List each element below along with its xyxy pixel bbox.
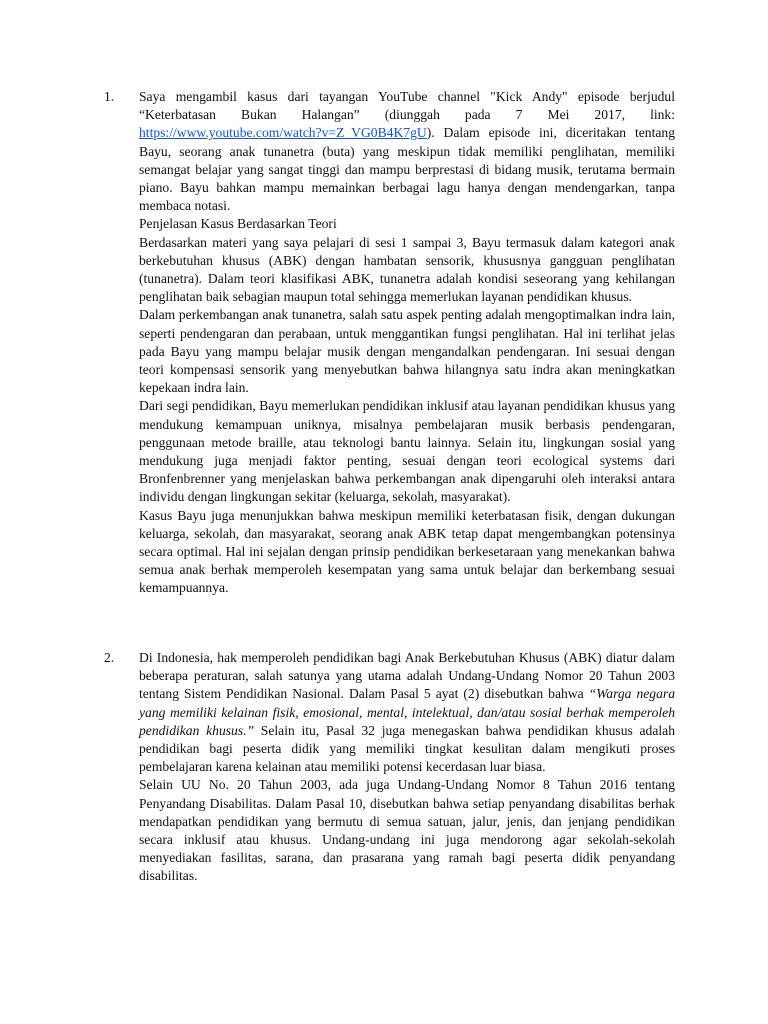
paragraph-text: ). Dalam episode ini, diceritakan tentang Bayu, seorang anak tunanetra (buta) yang meskipun tidak memiliki penglihatan, memiliki semangat belajar yang sangat tinggi dan mampu berprestasi di bidang musik, terutama bermain piano. Bayu bahkan mampu memainkan berbagai lagu hanya dengan mendengarkan, tanpa membaca notasi.	[139, 125, 675, 214]
paragraph-classification: Berdasarkan materi yang saya pelajari di sesi 1 sampai 3, Bayu termasuk dalam kategori anak berkebutuhan khusus (ABK) dengan hambatan sensorik, khususnya gangguan penglihatan (tunanetra). Dalam teori klasifikasi ABK, tunanetra adalah kondisi seseorang yang kehilangan penglihatan baik sebagian maupun total sehingga memerlukan layanan pendidikan khusus.	[139, 234, 675, 305]
section-heading: Penjelasan Kasus Berdasarkan Teori	[139, 216, 337, 232]
law-quote: “Warga negara yang memiliki kelainan fisik, emosional, mental, intelektual, dan/atau sosial berhak memperoleh pendidikan khusus.”	[139, 686, 675, 738]
paragraph-text: Selain itu, Pasal 32 juga menegaskan bahwa pendidikan khusus adalah pendidikan bagi peserta didik yang memiliki tingkat kesulitan dalam mengikuti proses pembelajaran karena kelainan atau memiliki potensi kecerdasan luar biasa.	[139, 722, 675, 775]
paragraph-uu-2003	[139, 649, 675, 776]
paragraph-text: Saya mengambil kasus dari tayangan YouTube channel "Kick Andy" episode berjudul “Keterbatasan Bukan Halangan” (diunggah pada 7 Mei 2017, link:	[139, 89, 675, 123]
list-number-2: 2.	[104, 650, 115, 665]
list-item-1	[104, 88, 675, 598]
paragraph-text: Di Indonesia, hak memperoleh pendidikan bagi Anak Berkebutuhan Khusus (ABK) diatur dalam beberapa peraturan, salah satunya yang utama adalah Undang-Undang Nomor 20 Tahun 2003 tentang Sistem Pendidikan Nasional. Dalam Pasal 5 ayat (2) disebutkan bahwa	[139, 650, 675, 702]
paragraph-conclusion: Kasus Bayu juga menunjukkan bahwa meskipun memiliki keterbatasan fisik, dengan dukungan keluarga, sekolah, dan masyarakat, seorang anak ABK tetap dapat mengembangkan potensinya secara optimal. Hal ini sejalan dengan prinsip pendidikan berkesetaraan yang menekankan bahwa semua anak berhak memperoleh kesempatan yang sama untuk belajar dan berkembang sesuai kemampuannya.	[139, 507, 675, 596]
paragraph-development: Dalam perkembangan anak tunanetra, salah satu aspek penting adalah mengoptimalkan indra lain, seperti pendengaran dan perabaan, untuk menggantikan fungsi penglihatan. Hal ini terlihat jelas pada Bayu yang mampu belajar musik dengan mengandalkan pendengaran. Ini sesuai dengan teori kompensasi sensorik yang menyebutkan bahwa hilangnya satu indra akan meningkatkan kepekaan indra lain.	[139, 307, 675, 396]
paragraph-uu-2016: Selain UU No. 20 Tahun 2003, ada juga Undang-Undang Nomor 8 Tahun 2016 tentang Penyandang Disabilitas. Dalam Pasal 10, disebutkan bahwa setiap penyandang disabilitas berhak mendapatkan pendidikan yang bermutu di semua satuan, jalur, jenis, dan jenjang pendidikan secara inklusif atau khusus. Undang-undang ini juga mendorong agar sekolah-sekolah menyediakan fasilitas, sarana, dan prasarana yang ramah bagi peserta didik penyandang disabilitas.	[139, 777, 675, 884]
youtube-link[interactable]: https://www.youtube.com/watch?v=Z_VG0B4K7gU	[139, 125, 427, 141]
list-item-2	[104, 649, 675, 886]
paragraph-education: Dari segi pendidikan, Bayu memerlukan pendidikan inklusif atau layanan pendidikan khusus yang mendukung kemampuan uniknya, misalnya pembelajaran musik berbasis pendengaran, penggunaan metode braille, atau teknologi bantu lainnya. Selain itu, lingkungan sosial yang mendukung juga menjadi faktor penting, sesuai dengan teori ecological systems dari Bronfenbrenner yang menjelaskan bahwa perkembangan anak dipengaruhi oleh interaksi antara individu dengan lingkungan sekitar (keluarga, sekolah, masyarakat).	[139, 398, 675, 505]
list-item-2-body	[139, 649, 675, 886]
paragraph-case-description	[139, 88, 675, 215]
list-number-1: 1.	[104, 89, 115, 104]
list-item-1-body	[139, 88, 675, 598]
